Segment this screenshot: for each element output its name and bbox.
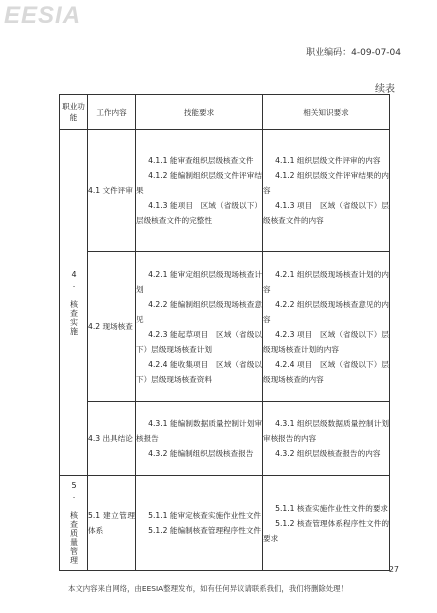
work-content-cell: 4.1 文件评审: [88, 130, 136, 252]
skill-item: 5.1.1 能审定核查实施作业性文件: [148, 511, 262, 520]
skill-item: 5.1.2 能编制核查管理程序性文件: [148, 526, 262, 535]
skill-item: 4.1.3 能项目 区域（省级以下）层级核查文件的完整性: [136, 201, 262, 225]
skill-item: 4.2.2 能编制组织层级现场核查意见: [136, 299, 262, 324]
work-content-cell: 4.3 出具结论: [88, 402, 136, 476]
work-content-cell: 4.2 现场核查: [88, 252, 136, 402]
skill-item: 4.2.3 能起草项目 区域（省级以下）层级现场核查计划: [136, 329, 262, 354]
skills-cell: [136, 402, 263, 476]
knowledge-cell: [263, 402, 390, 476]
skill-item: 4.2.4 能收集项目 区域（省级以下）层级现场核查资料: [136, 359, 262, 384]
table-row: [60, 476, 390, 571]
knowledge-cell: [263, 476, 390, 571]
function-cell: [60, 476, 88, 571]
footer-note: 本文内容来自网络，由EESIA整理发布，如有任何异议请联系我们，我们将删除处理！: [68, 584, 348, 593]
skill-item: 4.3.1 能编制数据质量控制计划审核报告: [136, 419, 262, 443]
knowledge-cell: [263, 252, 390, 402]
table-row: [60, 402, 390, 476]
page-number: 27: [388, 565, 399, 574]
knowledge-item: 4.1.2 组织层级文件评审结果的内容: [263, 171, 389, 195]
function-cell: [60, 130, 88, 476]
knowledge-item: 5.1.2 核查管理体系程序性文件的要求: [263, 518, 389, 543]
header-function: 职业功能: [60, 95, 88, 130]
watermark-logo: EESIA: [4, 2, 82, 29]
table-row: [60, 130, 390, 252]
knowledge-item: 4.2.3 项目 区域（省级以下）层级现场核查计划的内容: [263, 329, 389, 354]
function-label: 5. 核查质量管理: [69, 481, 79, 565]
knowledge-item: 4.3.1 组织层级数据质量控制计划审核报告的内容: [263, 419, 389, 443]
knowledge-item: 4.2.4 项目 区域（省级以下）层级现场核查的内容: [263, 359, 389, 384]
header-knowledge-requirements: 相关知识要求: [263, 95, 390, 130]
header-skill-requirements: 技能要求: [136, 95, 263, 130]
skills-cell: [136, 130, 263, 252]
table-header-row: [60, 95, 390, 130]
skill-requirements-table: [59, 94, 390, 571]
skills-cell: [136, 252, 263, 402]
knowledge-item: 4.2.1 组织层级现场核查计划的内容: [263, 269, 389, 294]
function-label: 4. 核查实施: [69, 269, 79, 336]
knowledge-item: 5.1.1 核查实施作业性文件的要求: [275, 503, 389, 513]
knowledge-item: 4.2.2 组织层级现场核查意见的内容: [263, 299, 389, 324]
table-row: [60, 252, 390, 402]
skill-item: 4.1.1 能审查组织层级核查文件: [148, 156, 254, 165]
knowledge-item: 4.1.3 项目 区域（省级以下）层级核查文件的内容: [263, 201, 389, 225]
occupation-code: 职业编码：4-09-07-04: [306, 48, 401, 58]
skill-item: 4.1.2 能编制组织层级文件评审结果: [136, 171, 262, 195]
header-work-content: 工作内容: [88, 95, 136, 130]
work-content-cell: 5.1 建立管理体系: [88, 476, 136, 571]
knowledge-item: 4.1.1 组织层级文件评审的内容: [275, 156, 381, 165]
continued-label: 续表: [375, 84, 395, 95]
knowledge-item: 4.3.2 组织层级核查报告的内容: [275, 449, 381, 458]
skill-item: 4.3.2 能编制组织层级核查报告: [148, 449, 254, 458]
skills-cell: [136, 476, 263, 571]
knowledge-cell: [263, 130, 390, 252]
skill-item: 4.2.1 能审定组织层级现场核查计划: [136, 269, 262, 294]
